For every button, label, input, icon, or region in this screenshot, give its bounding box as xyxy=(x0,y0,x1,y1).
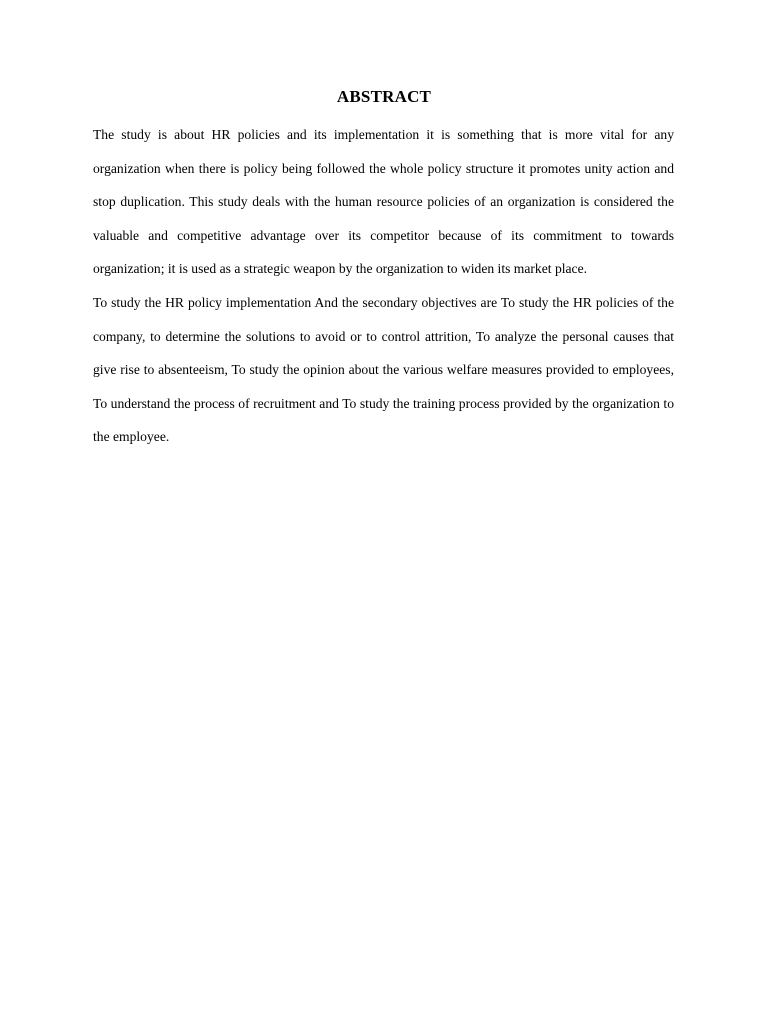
document-title: ABSTRACT xyxy=(336,87,432,106)
paragraph-2: To study the HR policy implementation And the secondary objectives are To study the HR policies of the company, to determine the solutions to avoid or to control attrition, To analyze the personal causes that give rise to absenteeism, To study the opinion about the various welfare measures provided to employees, To understand the process of recruitment and To study the training process provided by the organization to the employee. xyxy=(93,294,674,445)
document-body xyxy=(93,118,674,454)
paragraph-1: The study is about HR policies and its implementation it is something that is more vital for any organization when there is policy being followed the whole policy structure it promotes unity action and stop duplication. This study deals with the human resource policies of an organization is considered the valuable and competitive advantage over its competitor because of its commitment to towards organization; it is used as a strategic weapon by the organization to widen its market place. xyxy=(93,127,674,277)
